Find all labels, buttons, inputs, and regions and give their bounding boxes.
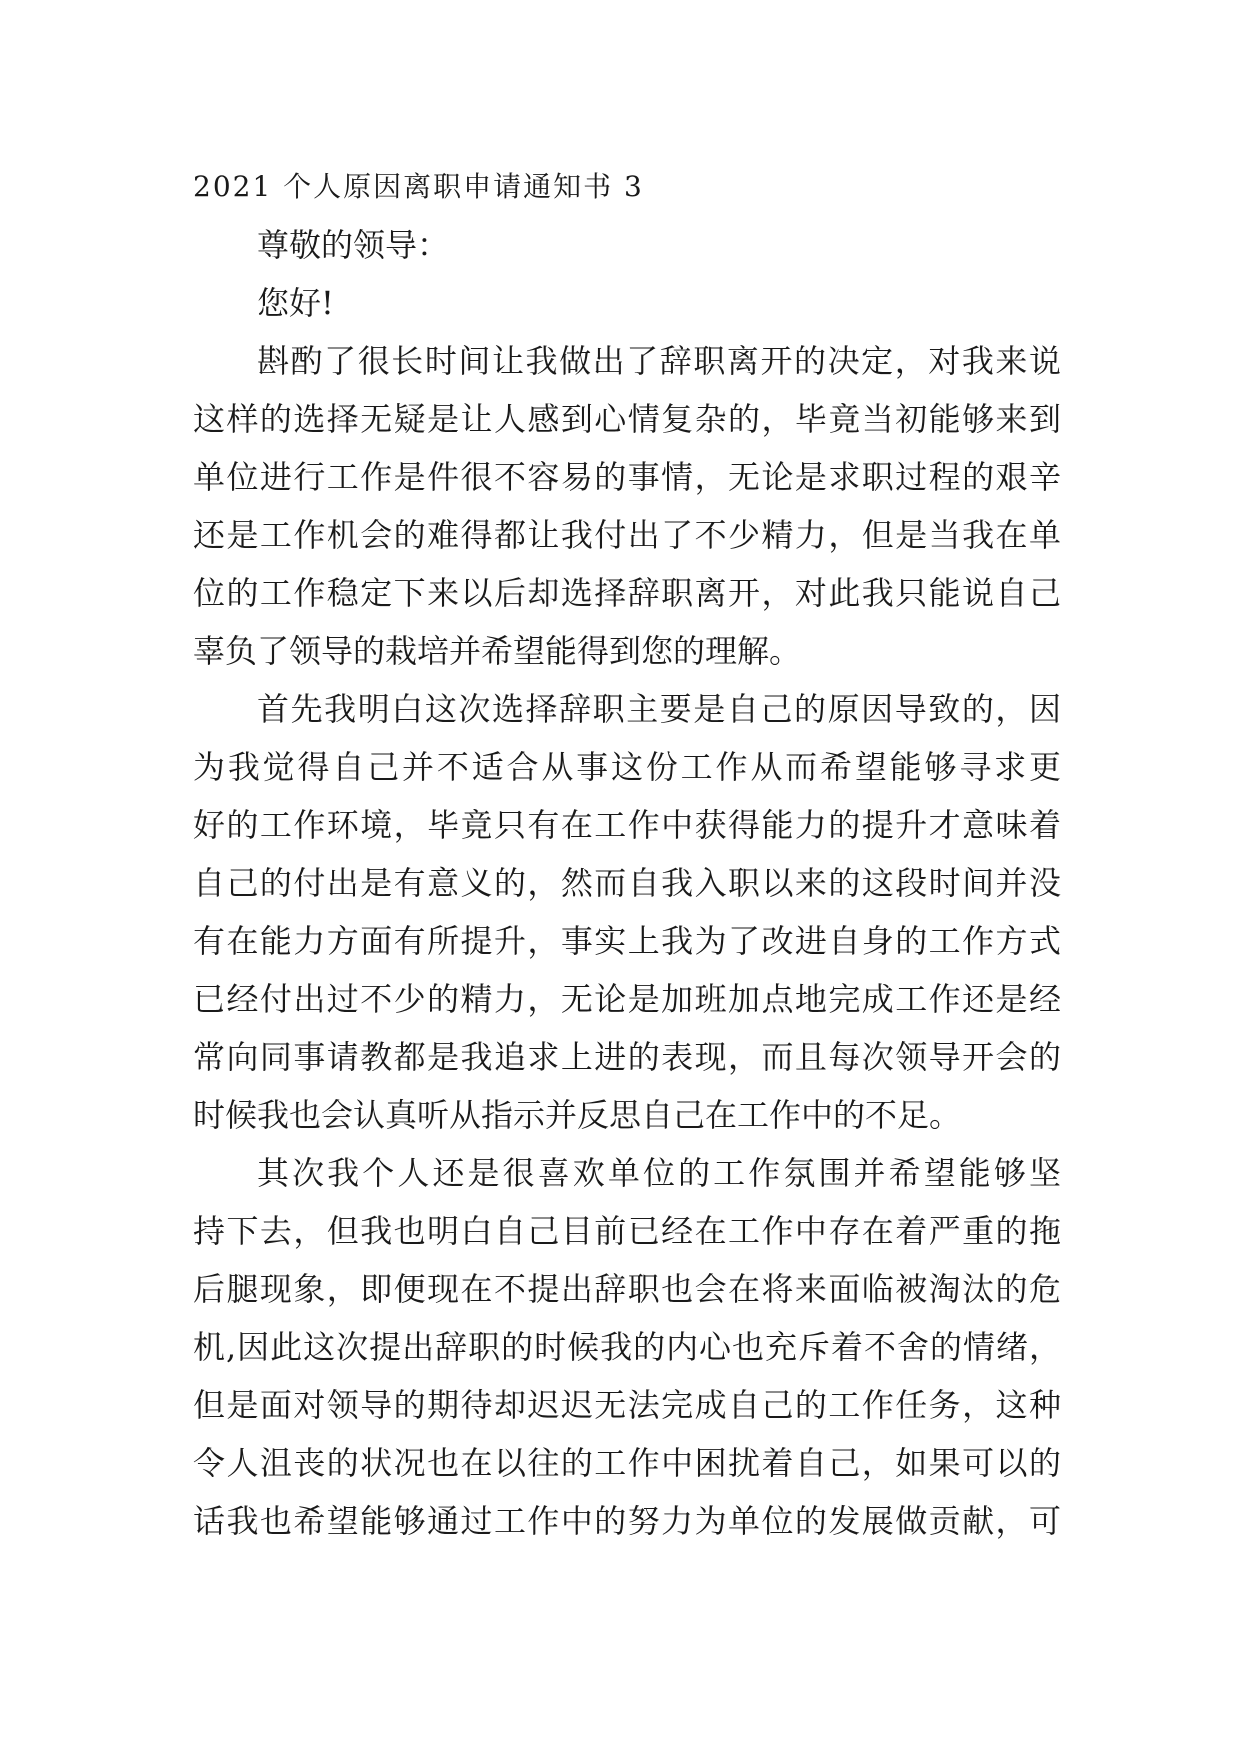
paragraph-line: 位的工作稳定下来以后却选择辞职离开，对此我只能说自己 xyxy=(193,574,1061,612)
paragraph-line: 为我觉得自己并不适合从事这份工作从而希望能够寻求更 xyxy=(193,748,1061,786)
paragraph-line: 令人沮丧的状况也在以往的工作中困扰着自己，如果可以的 xyxy=(193,1444,1061,1482)
paragraph-3 xyxy=(193,1144,1061,1550)
paragraph-2 xyxy=(193,680,1061,1144)
paragraph-line: 但是面对领导的期待却迟迟无法完成自己的工作任务，这种 xyxy=(193,1386,1061,1424)
document-body xyxy=(193,158,1061,1550)
paragraph-1 xyxy=(193,332,1061,680)
paragraph-line: 话我也希望能够通过工作中的努力为单位的发展做贡献，可 xyxy=(193,1502,1061,1540)
document-title: 2021 个人原因离职申请通知书 3 xyxy=(193,170,644,203)
paragraph-line: 首先我明白这次选择辞职主要是自己的原因导致的，因 xyxy=(257,690,1061,728)
paragraph-line: 已经付出过不少的精力，无论是加班加点地完成工作还是经 xyxy=(193,980,1061,1018)
paragraph-line: 斟酌了很长时间让我做出了辞职离开的决定，对我来说 xyxy=(257,342,1061,380)
paragraph-line: 还是工作机会的难得都让我付出了不少精力，但是当我在单 xyxy=(193,516,1061,554)
paragraph-line: 单位进行工作是件很不容易的事情，无论是求职过程的艰辛 xyxy=(193,458,1061,496)
salutation: 尊敬的领导： xyxy=(257,226,450,264)
paragraph-line: 其次我个人还是很喜欢单位的工作氛围并希望能够坚 xyxy=(257,1154,1061,1192)
paragraph-line: 机,因此这次提出辞职的时候我的内心也充斥着不舍的情绪， xyxy=(193,1328,1061,1366)
paragraph-line: 这样的选择无疑是让人感到心情复杂的，毕竟当初能够来到 xyxy=(193,400,1061,438)
paragraph-line: 辜负了领导的栽培并希望能得到您的理解。 xyxy=(193,632,802,670)
paragraph-line: 持下去，但我也明白自己目前已经在工作中存在着严重的拖 xyxy=(193,1212,1061,1250)
paragraph-line: 自己的付出是有意义的，然而自我入职以来的这段时间并没 xyxy=(193,864,1061,902)
paragraph-line: 后腿现象，即便现在不提出辞职也会在将来面临被淘汰的危 xyxy=(193,1270,1061,1308)
paragraph-line: 时候我也会认真听从指示并反思自己在工作中的不足。 xyxy=(193,1096,962,1134)
paragraph-line: 好的工作环境，毕竟只有在工作中获得能力的提升才意味着 xyxy=(193,806,1061,844)
paragraph-line: 有在能力方面有所提升，事实上我为了改进自身的工作方式 xyxy=(193,922,1061,960)
greeting: 您好! xyxy=(257,284,334,322)
paragraph-line: 常向同事请教都是我追求上进的表现，而且每次领导开会的 xyxy=(193,1038,1061,1076)
